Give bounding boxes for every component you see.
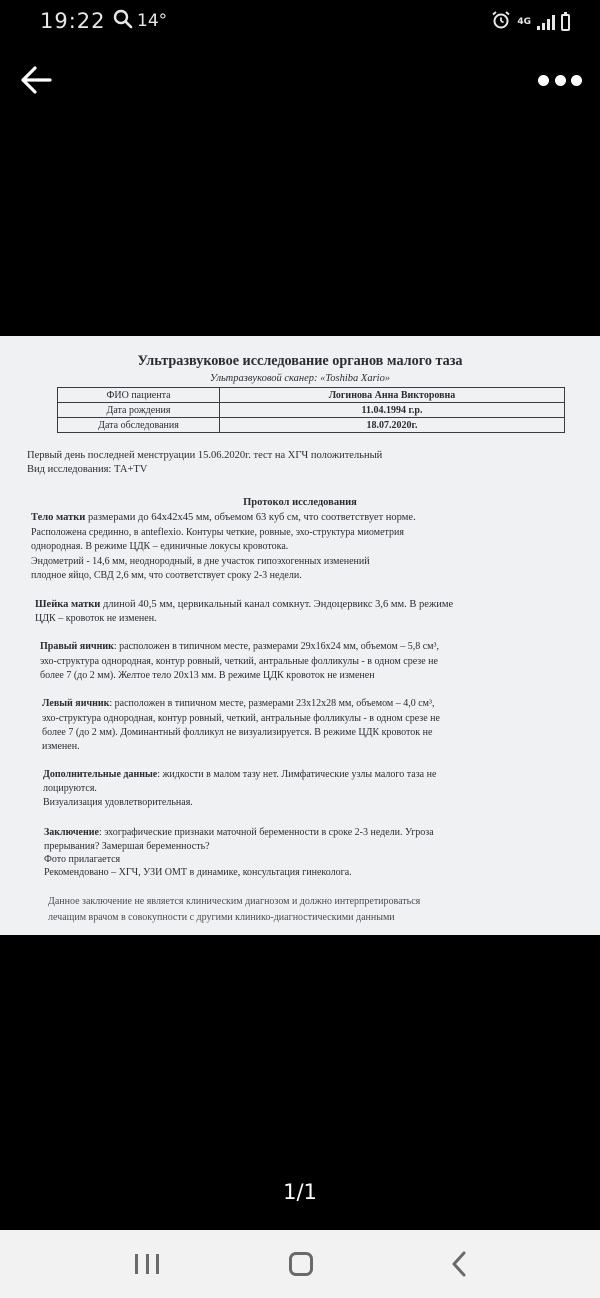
intro-line: Первый день последней менструации 15.06.2020г. тест на ХГЧ положительный (27, 450, 383, 461)
conclusion-line: прерывания? Замершая беременность? (44, 841, 210, 852)
recents-icon (135, 1254, 138, 1274)
uterus-label: Тело матки (31, 512, 86, 523)
system-nav-bar (0, 1230, 600, 1298)
status-left-icons (113, 8, 167, 34)
page-indicator: 1/1 (283, 1180, 317, 1204)
conclusion-line: Заключение: эхографические признаки маточной беременности в сроке 2-3 недели. Угроза (44, 827, 434, 838)
table-key: Дата обследования (58, 418, 220, 433)
table-value: Логинова Анна Викторовна (220, 388, 565, 403)
intro-line: Вид исследования: ТА+TV (27, 464, 148, 475)
network-type-label: 4G (517, 16, 531, 27)
right-ovary-line: более 7 (до 2 мм). Желтое тело 20x13 мм. В режиме ЦДК кровоток не изменен (40, 670, 375, 681)
cervix-line: Шейка матки длиной 40,5 мм, цервикальный канал сомкнут. Эндоцервикс 3,6 мм. В режиме (35, 599, 454, 610)
protocol-heading: Протокол исследования (243, 497, 357, 508)
table-value: 18.07.2020г. (220, 418, 565, 433)
conclusion-line: Рекомендовано – ХГЧ, УЗИ ОМТ в динамике, консультация гинеколога. (44, 867, 352, 878)
chevron-left-icon (447, 1250, 473, 1278)
search-icon (113, 8, 133, 34)
additional-label: Дополнительные данные (43, 769, 158, 780)
more-options-button[interactable] (538, 66, 582, 94)
status-bar (0, 0, 600, 44)
left-ovary-label: Левый яичник (42, 698, 110, 709)
back-button[interactable] (18, 62, 58, 98)
left-ovary-line: Левый яичник: расположен в типичном месте, размерами 23x12x28 мм, объемом – 4,0 см³, (42, 698, 435, 709)
nav-back-button[interactable] (447, 1250, 473, 1278)
table-key: Дата рождения (58, 403, 220, 418)
additional-line: Визуализация удовлетворительная. (43, 797, 193, 808)
right-ovary-line: эхо-структура однородная, контур ровный, четкий, антральные фолликулы - в одном срезе не (40, 656, 438, 667)
conclusion-label: Заключение (44, 827, 99, 838)
status-right-icons (491, 10, 570, 34)
right-ovary-line: Правый яичник: расположен в типичном месте, размерами 29x16x24 мм, объемом – 5,8 см³, (40, 641, 439, 652)
patient-info-table (57, 387, 565, 433)
cervix-line: ЦДК – кровоток не изменен. (35, 613, 157, 624)
home-button[interactable] (289, 1252, 313, 1276)
uterus-line: Расположена срединно, в anteflexio. Контуры четкие, ровные, эхо-структура миометрия (31, 527, 404, 538)
recent-apps-button[interactable] (135, 1254, 159, 1274)
additional-line: лоцируются. (43, 783, 97, 794)
more-horizontal-icon (538, 75, 549, 86)
signal-icon (537, 15, 555, 30)
document-subtitle: Ультразвуковой сканер: «Toshiba Xario» (209, 373, 391, 384)
left-ovary-line: более 7 (до 2 мм). Доминантный фолликул не визуализируется. В режиме ЦДК кровоток не (42, 727, 433, 738)
table-row (58, 388, 565, 403)
left-ovary-line: эхо-структура однородная, контур ровный, четкий, антральные фолликулы - в одном срезе не (42, 713, 440, 724)
uterus-line: Тело матки размерами до 64x42x45 мм, объемом 63 куб см, что соответствует норме. (31, 512, 416, 523)
document-title: Ультразвуковое исследование органов малого таза (137, 353, 463, 369)
status-time: 19:22 (40, 9, 106, 33)
table-key: ФИО пациента (58, 388, 220, 403)
viewer-top-bar (0, 52, 600, 108)
disclaimer-line: Данное заключение не является клиническим диагнозом и должно интерпретироваться (48, 896, 421, 907)
battery-icon (561, 14, 570, 31)
left-ovary-line: изменен. (42, 741, 80, 752)
document-image[interactable] (0, 336, 600, 935)
status-temperature: 14° (137, 11, 168, 31)
table-value: 11.04.1994 г.р. (220, 403, 565, 418)
uterus-line: плодное яйцо, СВД 2,6 мм, что соответствует сроку 2-3 недели. (31, 570, 302, 581)
arrow-left-icon (18, 62, 58, 98)
uterus-line: однородная. В режиме ЦДК – единичные локусы кровотока. (31, 541, 289, 552)
disclaimer-line: лечащим врачом в совокупности с другими клинико-диагностическими данными (48, 912, 395, 923)
conclusion-line: Фото прилагается (44, 854, 121, 865)
additional-line: Дополнительные данные: жидкости в малом тазу нет. Лимфатические узлы малого таза не (43, 769, 437, 780)
alarm-icon (491, 10, 511, 34)
table-row (58, 403, 565, 418)
cervix-label: Шейка матки (35, 599, 101, 610)
right-ovary-label: Правый яичник (40, 641, 114, 652)
uterus-line: Эндометрий - 14,6 мм, неоднородный, в дне участок гипоэхогенных изменений (31, 556, 370, 567)
table-row (58, 418, 565, 433)
